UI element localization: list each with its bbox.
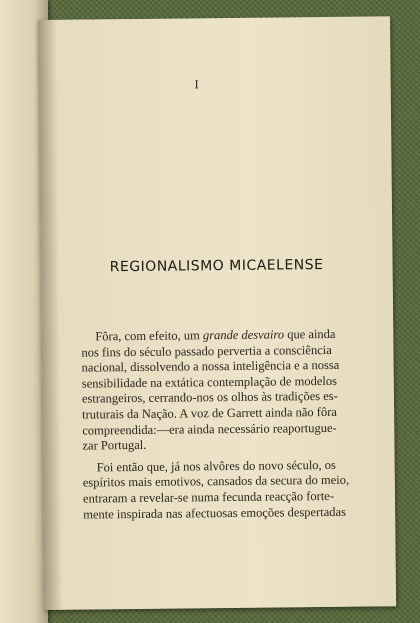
text-line: nacional, dissolvendo a nossa inteligência e a nossa xyxy=(81,358,340,375)
text-line: estrangeiros, cerrando-nos os olhos às tradições es- xyxy=(81,389,338,406)
text-line: espíritos mais emotivos, cansados da secura do meio, xyxy=(82,473,350,490)
text-line: Fôra, com efeito, um grande desvairo que ainda xyxy=(95,326,336,344)
book-page xyxy=(38,16,396,610)
chapter-number: I xyxy=(194,78,199,92)
text-line: entraram a revelar-se numa fecunda reacção forte- xyxy=(82,488,335,506)
text-line: mente inspirada nas afectuosas emoções despertadas xyxy=(83,504,346,522)
text-line: nos fins do século passado pervertia a consciência xyxy=(81,342,332,360)
text-line: Foi então que, já nos alvôres do novo século, os xyxy=(96,457,336,475)
emphasis-text: grande desvairo xyxy=(202,327,285,343)
page-title: REGIONALISMO MICAELENSE xyxy=(109,257,324,276)
text-line: truturais da Nação. A voz de Garrett ainda não fôra xyxy=(82,404,337,422)
text-line: compreendida:—era ainda necessário reaportugue- xyxy=(82,420,337,438)
text-line: zar Portugal. xyxy=(82,438,147,453)
text-line: sensibilidade na extática contemplação de modelos xyxy=(81,373,337,391)
body-text xyxy=(81,327,375,523)
